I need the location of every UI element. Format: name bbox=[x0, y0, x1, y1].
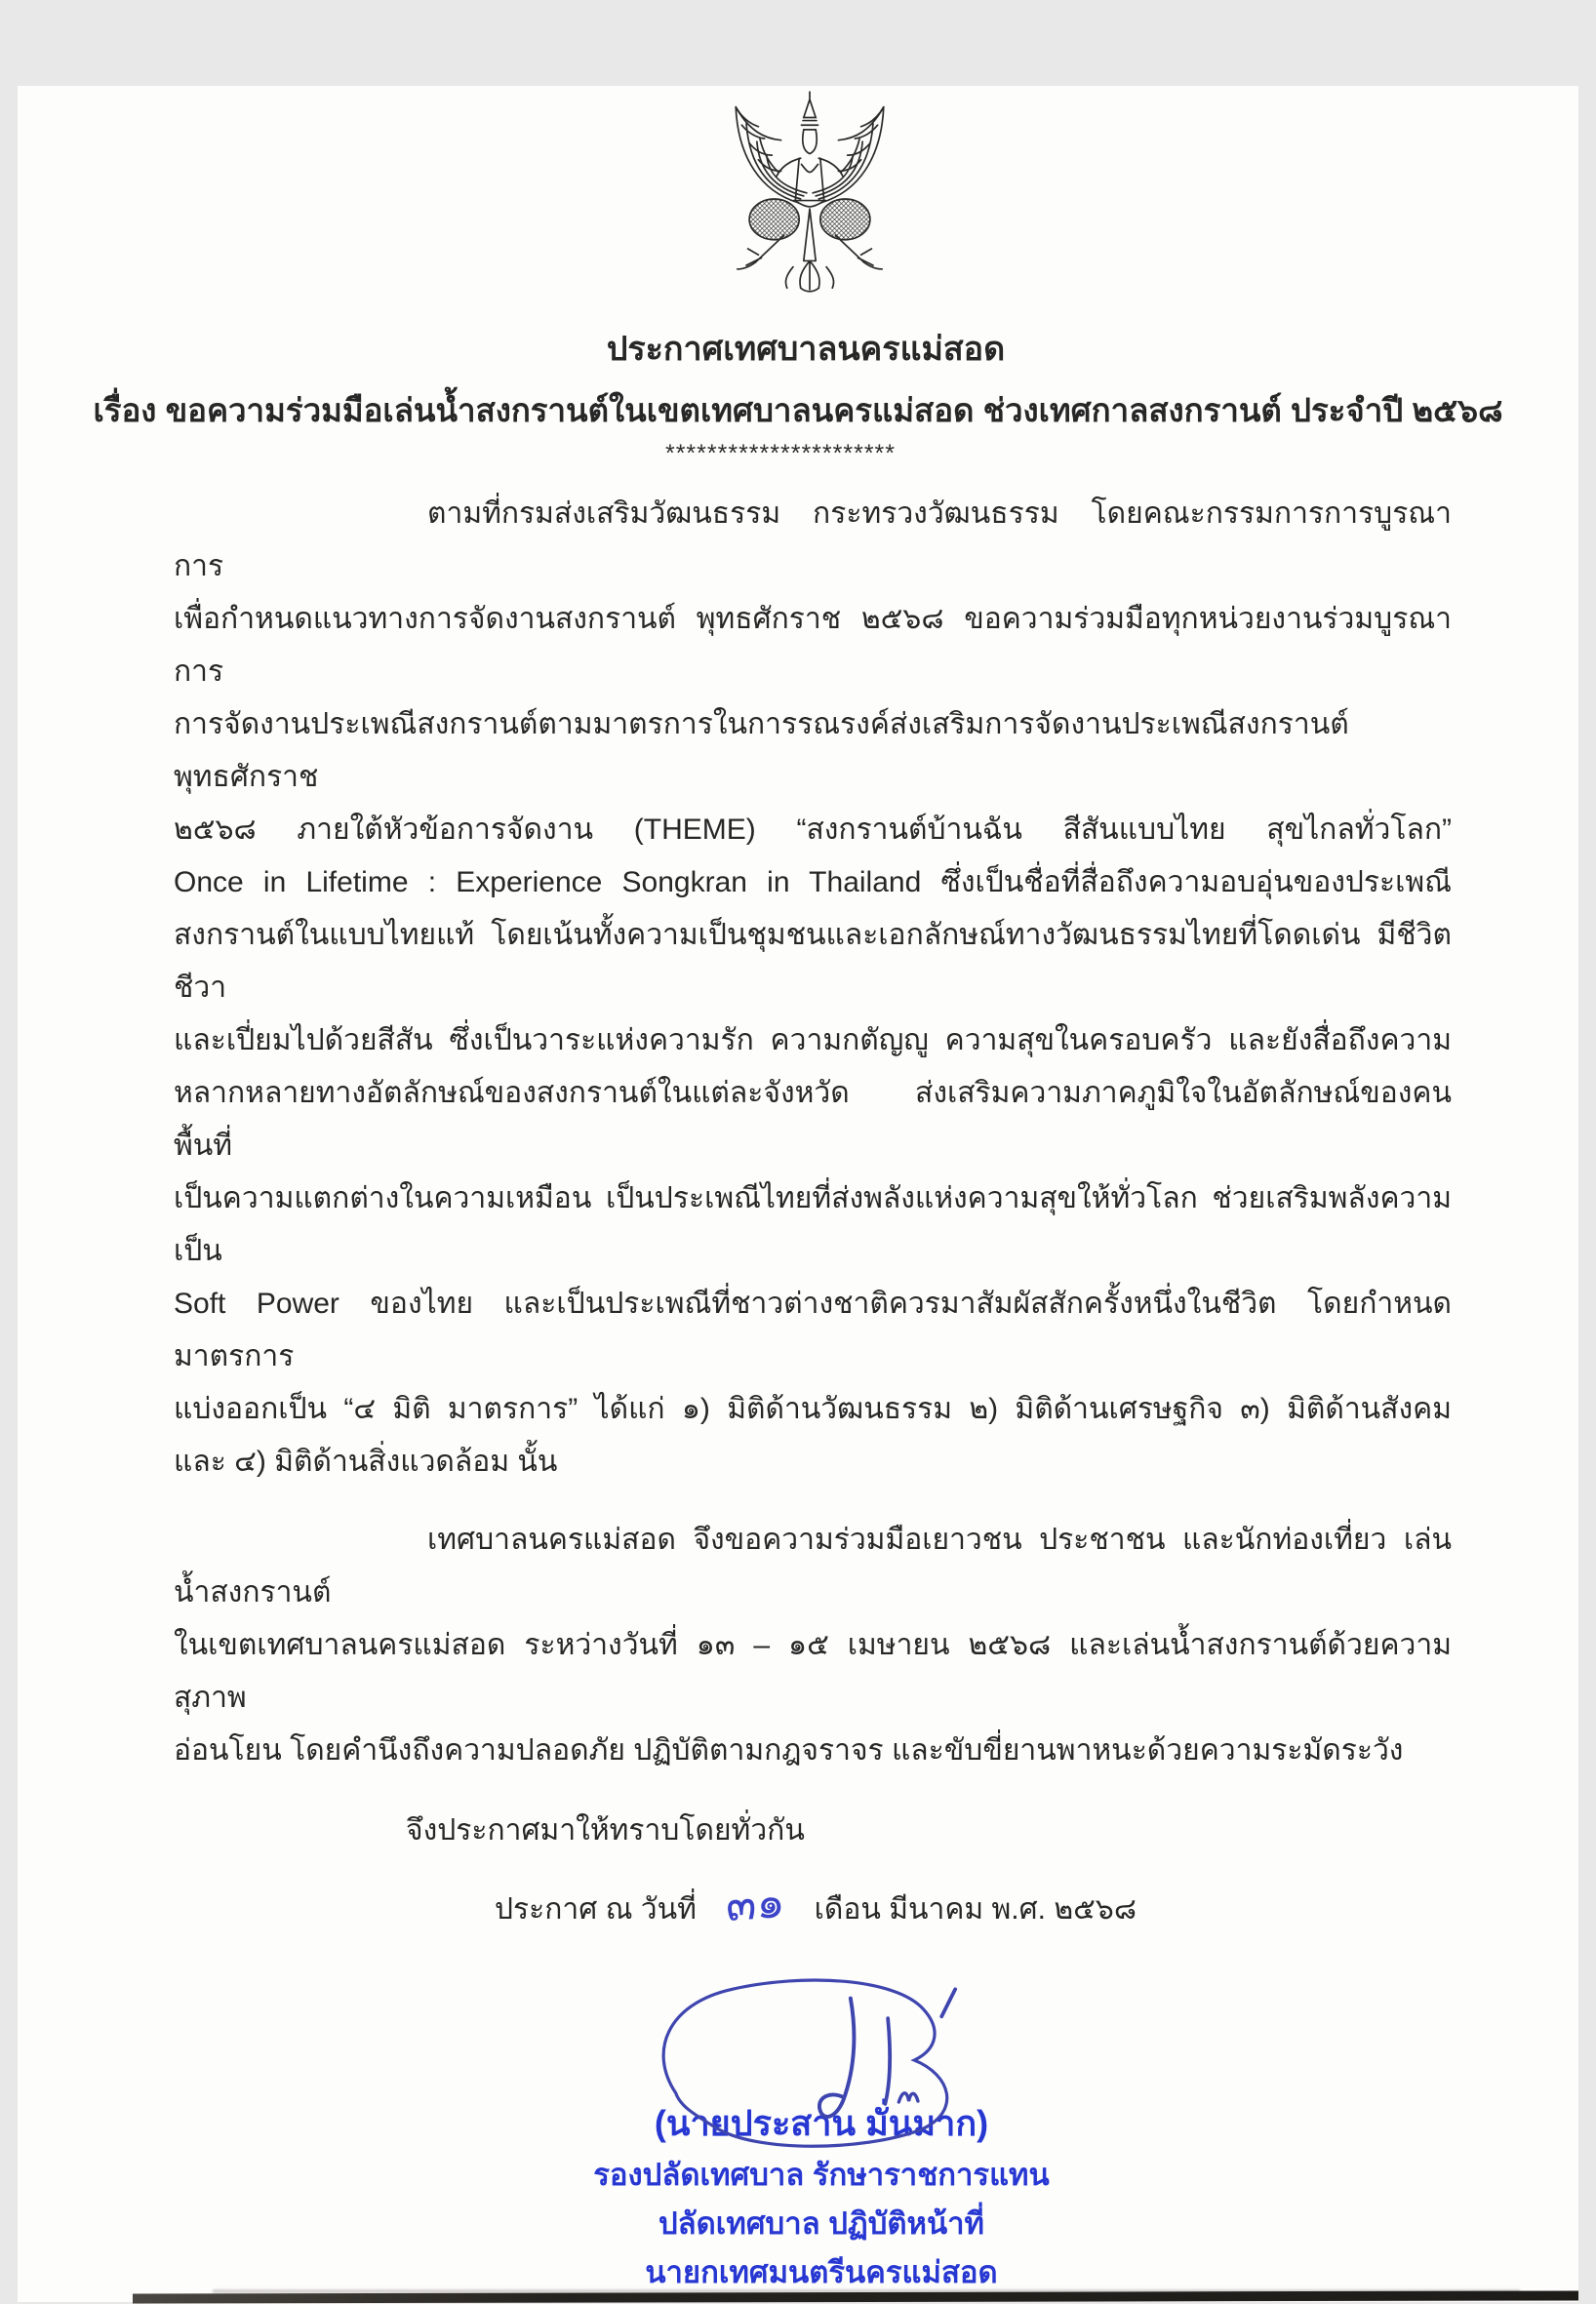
text-line: เพื่อกำหนดแนวทางการจัดงานสงกรานต์ พุทธศักราช ๒๕๖๘ ขอความร่วมมือทุกหน่วยงานร่วมบูรณาการ bbox=[174, 603, 1452, 688]
text-line: และเปี่ยมไปด้วยสีสัน ซึ่งเป็นวาระแห่งความรัก ความกตัญญู ความสุขในครอบครัว และยังสื่อถึงความ bbox=[174, 1024, 1452, 1056]
paragraph-1 bbox=[174, 488, 1452, 1489]
text-line: แบ่งออกเป็น “๔ มิติ มาตรการ” ได้แก่ ๑) มิติด้านวัฒนธรรม ๒) มิติด้านเศรษฐกิจ ๓) มิติด้านสังคม bbox=[174, 1393, 1452, 1425]
signer-name: (นายประสาน มั่นมาก) bbox=[654, 2103, 989, 2143]
document-body bbox=[174, 488, 1452, 1857]
garuda-emblem bbox=[697, 86, 923, 312]
text-line: อ่อนโยน โดยคำนึงถึงความปลอดภัย ปฏิบัติตามกฎจราจร และขับขี่ยานพาหนะด้วยความระมัดระวัง bbox=[174, 1734, 1404, 1767]
date-prefix: ประกาศ ณ วันที่ bbox=[494, 1893, 697, 1926]
signer-position-line: รองปลัดเทศบาล รักษาราชการแทน bbox=[593, 2158, 1050, 2192]
text-line: ตามที่กรมส่งเสริมวัฒนธรรม กระทรวงวัฒนธรรม โดยคณะกรรมการการบูรณาการ bbox=[174, 497, 1452, 582]
text-line: เทศบาลนครแม่สอด จึงขอความร่วมมือเยาวชน ประชาชน และนักท่องเที่ยว เล่นน้ำสงกรานต์ bbox=[174, 1524, 1452, 1609]
signer-position bbox=[41, 2151, 1596, 2297]
signer-position-line: นายกเทศมนตรีนครแม่สอด bbox=[645, 2255, 998, 2289]
text-line: เป็นความแตกต่างในความเหมือน เป็นประเพณีไทยที่ส่งพลังแห่งความสุขให้ทั่วโลก ช่วยเสริมพลังความเป็น bbox=[174, 1182, 1452, 1267]
text-line: Once in Lifetime : Experience Songkran in Thailand ซึ่งเป็นชื่อที่สื่อถึงความอบอุ่นของประเพณี bbox=[174, 866, 1452, 898]
asterisk-divider: ********************** bbox=[664, 440, 897, 467]
garuda-emblem-icon bbox=[697, 86, 923, 312]
text-line: หลากหลายทางอัตลักษณ์ของสงกรานต์ในแต่ละจังหวัด ส่งเสริมความภาคภูมิใจในอัตลักษณ์ของคนพื้นที่ bbox=[174, 1077, 1452, 1162]
text-line: ๒๕๖๘ ภายใต้หัวข้อการจัดงาน (THEME) “สงกรานต์บ้านฉัน สีสันแบบไทย สุขไกลทั่วโลก” bbox=[174, 814, 1452, 846]
subject-line: เรื่อง ขอความร่วมมือเล่นน้ำสงกรานต์ในเขตเทศบาลนครแม่สอด ช่วงเทศกาลสงกรานต์ ประจำปี ๒๕๖๘ bbox=[93, 392, 1503, 428]
signature-ink-icon bbox=[612, 1966, 1031, 2157]
signature-block bbox=[41, 1966, 1596, 2297]
date-line bbox=[35, 1875, 1596, 1932]
scan-edge-artifact bbox=[133, 2290, 1578, 2303]
text-line: การจัดงานประเพณีสงกรานต์ตามมาตรการในการรณรงค์ส่งเสริมการจัดงานประเพณีสงกรานต์ พุทธศักราช bbox=[174, 708, 1349, 793]
date-suffix: เดือน มีนาคม พ.ศ. ๒๕๖๘ bbox=[814, 1893, 1137, 1926]
paragraph-2 bbox=[174, 1514, 1452, 1777]
text-line: และ ๔) มิติด้านสิ่งแวดล้อม นั้น bbox=[174, 1446, 558, 1478]
handwritten-day: ๓๑ bbox=[726, 1875, 785, 1931]
text-line: Soft Power ของไทย และเป็นประเพณีที่ชาวต่างชาติควรมาสัมผัสสักครั้งหนึ่งในชีวิต โดยกำหนดมาตรการ bbox=[174, 1288, 1452, 1372]
closing-statement: จึงประกาศมาให้ทราบโดยทั่วกัน bbox=[406, 1814, 805, 1847]
document-page bbox=[18, 86, 1578, 2302]
signer-position-line: ปลัดเทศบาล ปฏิบัติหน้าที่ bbox=[658, 2206, 984, 2241]
page-title: ประกาศเทศบาลนครแม่สอด bbox=[606, 331, 1006, 368]
text-line: สงกรานต์ในแบบไทยแท้ โดยเน้นทั้งความเป็นชุมชนและเอกลักษณ์ทางวัฒนธรรมไทยที่โดดเด่น มีชีวิตชีวา bbox=[174, 919, 1452, 1004]
text-line: ในเขตเทศบาลนครแม่สอด ระหว่างวันที่ ๑๓ – ๑๕ เมษายน ๒๕๖๘ และเล่นน้ำสงกรานต์ด้วยความสุภาพ bbox=[174, 1629, 1452, 1714]
